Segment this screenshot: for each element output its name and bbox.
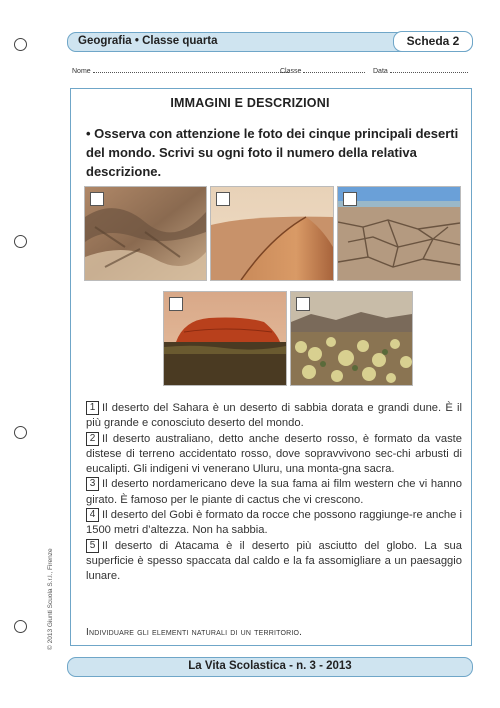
description-item bbox=[86, 477, 462, 508]
answer-checkbox[interactable] bbox=[343, 192, 357, 206]
name-field[interactable] bbox=[72, 66, 289, 75]
description-item bbox=[86, 539, 462, 585]
description-item bbox=[86, 508, 462, 539]
description-number: 1 bbox=[86, 401, 99, 415]
date-label: Data bbox=[373, 68, 388, 75]
class-label: Classe bbox=[280, 68, 302, 75]
photo-cactus bbox=[290, 291, 413, 386]
description-text: Il deserto del Gobi è formato da rocce che possono raggiunge-re anche i 1500 metri d’altezza. Non ha sabbia. bbox=[86, 509, 462, 537]
photo-uluru bbox=[163, 291, 287, 386]
description-number: 4 bbox=[86, 508, 99, 522]
header-subject: Geografia • Classe quarta bbox=[78, 35, 218, 47]
instruction-text: • Osserva con attenzione le foto dei cinque principali deserti del mondo. Scrivi su ogni foto il numero della relativa descrizione. bbox=[86, 126, 459, 179]
sheet-tab: Scheda 2 bbox=[393, 31, 473, 52]
photo-atacama bbox=[337, 186, 461, 281]
punch-hole-icon bbox=[14, 38, 27, 51]
worksheet-title: IMMAGINI E DESCRIZIONI bbox=[170, 96, 330, 110]
description-list bbox=[86, 401, 462, 585]
answer-checkbox[interactable] bbox=[169, 297, 183, 311]
class-field[interactable] bbox=[280, 66, 365, 75]
description-text: Il deserto australiano, detto anche deserto rosso, è formato da vaste distese di terreno accidentato rosso, dove sopravvivono sec-chi arbusti di eucalipti. Gli indigeni vi venerano Uluru, una monta-gna sacra. bbox=[86, 432, 462, 476]
description-number: 5 bbox=[86, 539, 99, 553]
description-number: 2 bbox=[86, 432, 99, 446]
header-bar bbox=[67, 32, 473, 52]
description-number: 3 bbox=[86, 477, 99, 491]
learning-objective: Individuare gli elementi naturali di un territorio. bbox=[86, 627, 303, 638]
punch-hole-icon bbox=[14, 620, 27, 633]
photo-gobi bbox=[84, 186, 207, 281]
answer-checkbox[interactable] bbox=[216, 192, 230, 206]
photo-sahara bbox=[210, 186, 334, 281]
answer-checkbox[interactable] bbox=[90, 192, 104, 206]
name-label: Nome bbox=[72, 68, 91, 75]
date-field[interactable] bbox=[373, 66, 468, 75]
description-text: Il deserto di Atacama è il deserto più asciutto del globo. La sua superficie è spesso spaccata dal caldo e la fa assomigliare a un paesaggio lunare. bbox=[86, 539, 462, 583]
punch-hole-icon bbox=[14, 426, 27, 439]
description-text: Il deserto del Sahara è un deserto di sabbia dorata e grandi dune. È il più grande e conosciuto deserto del mondo. bbox=[86, 402, 462, 430]
answer-checkbox[interactable] bbox=[296, 297, 310, 311]
punch-hole-icon bbox=[14, 235, 27, 248]
description-item bbox=[86, 401, 462, 432]
copyright-note: © 2013 Giunti Scuola S.r.l., Firenze bbox=[47, 548, 54, 650]
footer-bar: La Vita Scolastica - n. 3 - 2013 bbox=[67, 657, 473, 677]
description-item bbox=[86, 432, 462, 478]
description-text: Il deserto nordamericano deve la sua fama ai film western che vi hanno girato. È famoso per le piante di cactus che vi crescono. bbox=[86, 478, 462, 506]
